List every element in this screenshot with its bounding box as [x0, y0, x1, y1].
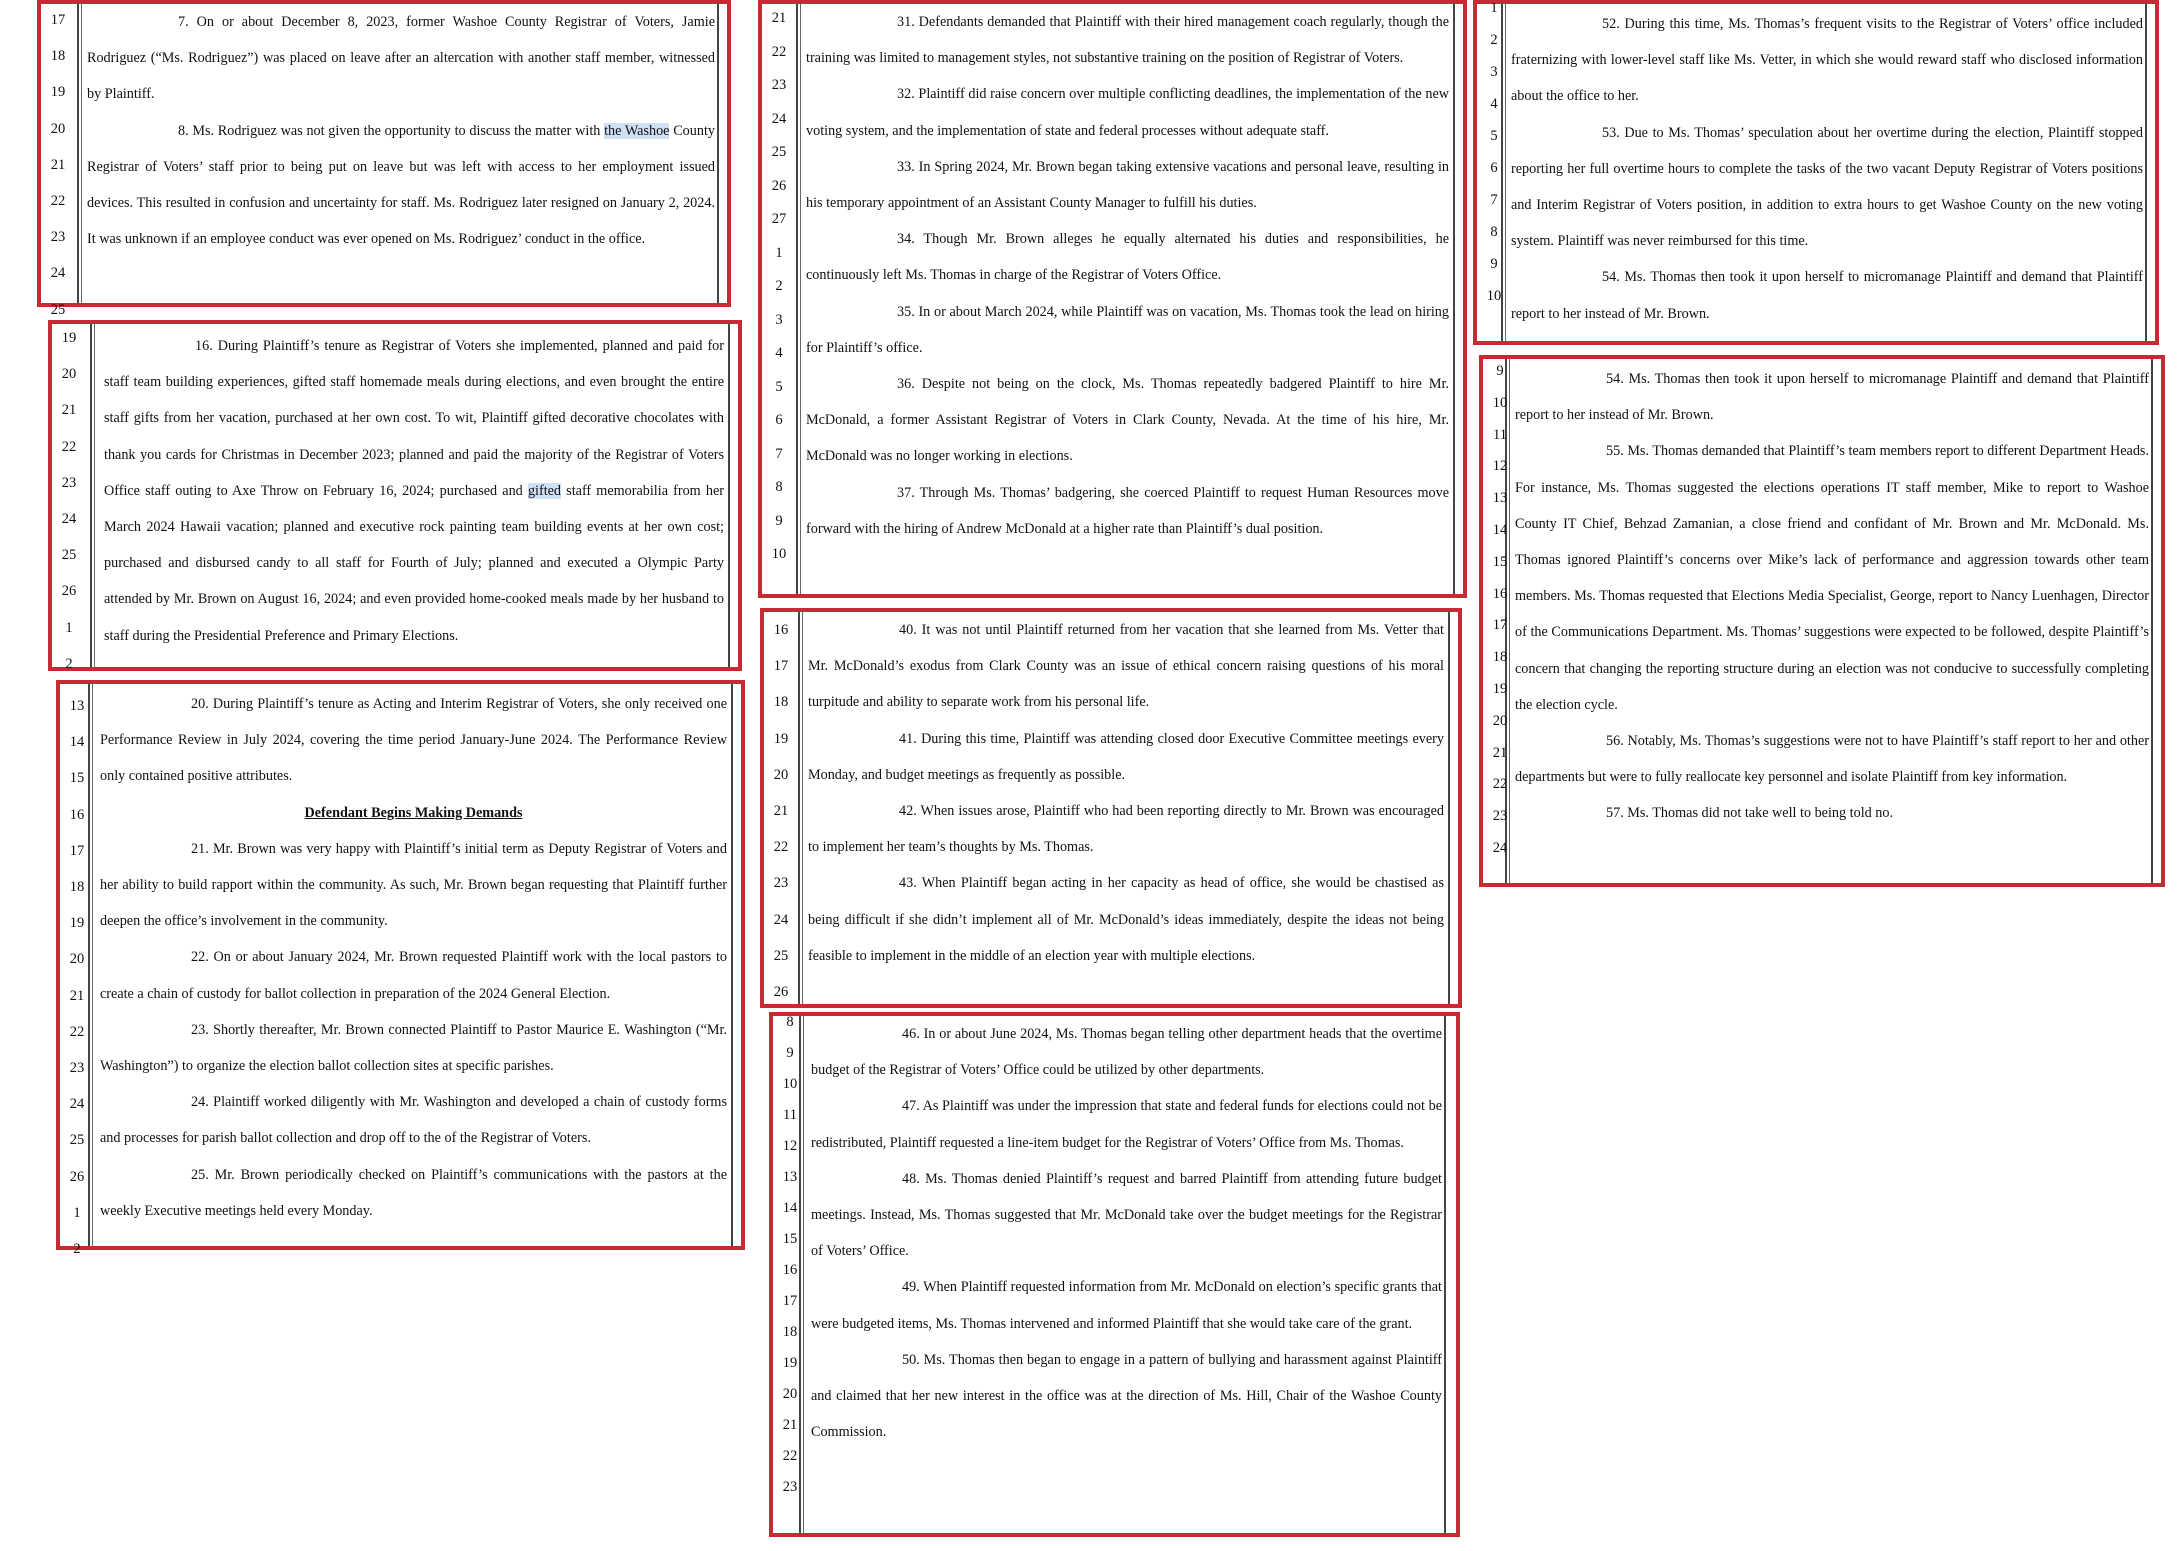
line-number: 3	[1490, 64, 1498, 80]
line-number: 20	[61, 366, 77, 383]
line-number: 1	[775, 244, 783, 261]
line-number: 10	[771, 546, 787, 562]
line-number: 9	[1490, 256, 1498, 272]
numbered-paragraph	[100, 1084, 727, 1156]
paragraph-text: 16. During Plaintiff’s tenure as Registrar of Voters she implemented, planned and paid for staff team building experiences, gifted staff homemade meals during elections, and even brought the entire staff gifts from her vacation, purchased at her own cost. To wit, Plaintiff gifted decorative chocolates with thank you cards for Christmas in December 2023; planned and paid the majority of the Registrar of Voters Office staff outing to Axe Throw on February 16, 2024; purchased and	[104, 338, 724, 499]
line-number: 8	[775, 479, 783, 495]
line-number: 6	[775, 412, 783, 428]
paragraph-text: 53. Due to Ms. Thomas’ speculation about her overtime during the election, Plaintiff stopped reporting her full overtime hours to complete the tasks of the two vacant Deputy Registrar of Voters positions and Interim Registrar of Voters position, in addition to extra hours to get Washoe County on the new voting system. Plaintiff was never reimbursed for this time.	[1511, 124, 2143, 250]
line-number: 19	[69, 915, 85, 932]
line-number: 16	[69, 806, 85, 823]
excerpt-panel	[1473, 0, 2159, 345]
margin-rule-line	[1444, 1016, 1446, 1533]
excerpt-panel	[56, 680, 745, 1257]
line-number: 8	[786, 1014, 794, 1030]
line-number: 12	[782, 1138, 798, 1154]
line-number: 23	[50, 229, 66, 246]
line-number: 20	[50, 120, 66, 137]
line-number: 22	[782, 1448, 798, 1464]
numbered-paragraph	[1511, 115, 2143, 260]
line-number: 21	[69, 987, 85, 1004]
paragraph-text: 20. During Plaintiff’s tenure as Acting and Interim Registrar of Voters, she only received one Performance Review in July 2024, covering the time period January-June 2024. The Performance Review only contained positive attributes.	[100, 696, 727, 785]
numbered-paragraph	[811, 1016, 1442, 1088]
paragraph-text: 42. When issues arose, Plaintiff who had been reporting directly to Mr. Brown was encouraged to implement her team’s thoughts by Ms. Thomas.	[808, 803, 1444, 856]
line-number: 16	[782, 1262, 798, 1278]
paragraph-text: 55. Ms. Thomas demanded that Plaintiff’s team members report to different Department Heads. For instance, Ms. Thomas suggested the elections operations IT staff member, Mike to report to Washoe County IT Chief, Behzad Zamanian, a close friend and confidant of Mr. Brown and Mr. McDonald. Ms. Thomas ignored Plaintiff’s concerns over Mike’s lack of performance and aggression towards other team members. Ms. Thomas requested that Elections Media Specialist, George, report to Nancy Luenhagen, Director of the Communications Department. Ms. Thomas’ suggestions were expected to be followed, despite Plaintiff’s concern that changing the reporting structure during an election was not conducive to successfully completing the election cycle.	[1515, 443, 2149, 713]
line-number: 20	[773, 766, 789, 783]
numbered-paragraph	[1515, 723, 2149, 795]
line-number: 11	[783, 1107, 797, 1123]
line-number: 10	[1486, 288, 1502, 304]
line-number: 16	[1492, 585, 1508, 602]
paragraph-text: 48. Ms. Thomas denied Plaintiff’s request and barred Plaintiff from attending future budget meetings. Instead, Ms. Thomas suggested that Mr. McDonald take over the budget meetings for the Registrar of Voters’ Office.	[811, 1170, 1442, 1260]
line-number: 24	[1492, 840, 1508, 856]
margin-rule-line	[1453, 4, 1455, 594]
numbered-paragraph	[100, 1157, 727, 1229]
paragraph-text: 41. During this time, Plaintiff was attending closed door Executive Committee meetings every Monday, and budget meetings as frequently as possible.	[808, 730, 1444, 783]
margin-rule-line	[2145, 4, 2147, 341]
line-number: 19	[782, 1355, 798, 1371]
paragraph-text: 24. Plaintiff worked diligently with Mr. Washington and developed a chain of custody forms and processes for parish ballot collection and drop off to the of the Registrar of Voters.	[100, 1094, 727, 1147]
line-number: 17	[50, 12, 66, 28]
line-number: 9	[786, 1045, 794, 1061]
line-number: 6	[1490, 160, 1498, 176]
paragraph-text: 34. Though Mr. Brown alleges he equally alternated his duties and responsibilities, he continuously left Ms. Thomas in charge of the Registrar of Voters Office.	[806, 231, 1449, 284]
paragraph-text: 54. Ms. Thomas then took it upon herself to micromanage Plaintiff and demand that Plaintiff report to her instead of Mr. Brown.	[1515, 371, 2149, 424]
line-number: 1	[1490, 0, 1498, 16]
numbered-paragraph	[806, 76, 1449, 148]
line-number: 22	[61, 438, 77, 455]
line-number: 23	[782, 1479, 798, 1495]
line-number: 26	[69, 1168, 85, 1185]
line-number: 8	[1490, 224, 1498, 240]
line-number: 18	[69, 879, 85, 895]
margin-rule-line	[800, 4, 801, 594]
line-number: 7	[775, 445, 783, 462]
paragraph-text: 40. It was not until Plaintiff returned from her vacation that she learned from Ms. Vetter that Mr. McDonald’s exodus from Clark County was an issue of ethical concern raising questions of his moral turpitude and ability to separate work from his personal life.	[808, 622, 1444, 711]
line-number: 21	[773, 803, 789, 819]
numbered-paragraph	[806, 4, 1449, 76]
document-text-body	[104, 328, 724, 654]
line-number: 10	[782, 1076, 798, 1092]
numbered-paragraph	[1511, 6, 2143, 115]
line-number: 25	[69, 1132, 85, 1149]
line-number: 21	[1492, 744, 1508, 761]
excerpt-panel	[760, 608, 1462, 1008]
line-number: 16	[773, 622, 789, 638]
line-number: 24	[771, 110, 787, 127]
line-number: 14	[69, 734, 85, 751]
line-number: 24	[50, 265, 66, 282]
line-number: 18	[782, 1324, 798, 1340]
line-number: 15	[782, 1231, 798, 1247]
margin-rule-line	[90, 324, 92, 667]
numbered-paragraph	[808, 721, 1444, 793]
line-number: 15	[69, 770, 85, 787]
line-number: 13	[1492, 490, 1508, 507]
excerpt-panel	[758, 0, 1467, 598]
numbered-paragraph	[100, 939, 727, 1011]
paragraph-text: 7. On or about December 8, 2023, former Washoe County Registrar of Voters, Jamie Rodriguez (“Ms. Rodriguez”) was placed on leave after an altercation with another staff member, witnessed by Plaintiff.	[87, 14, 715, 103]
paragraph-text: 54. Ms. Thomas then took it upon herself to micromanage Plaintiff and demand that Plaintiff report to her instead of Mr. Brown.	[1511, 269, 2143, 322]
margin-rule-line	[2151, 359, 2153, 883]
line-number: 1	[73, 1204, 81, 1221]
document-text-body	[806, 4, 1449, 547]
line-number: 21	[771, 10, 787, 26]
paragraph-text: 52. During this time, Ms. Thomas’s frequent visits to the Registrar of Voters’ office included fraternizing with lower-level staff like Ms. Vetter, in which she would reward staff who disclosed information about the office to her.	[1511, 16, 2143, 105]
document-text-body	[100, 686, 727, 1229]
line-number: 5	[775, 378, 783, 395]
paragraph-text: 21. Mr. Brown was very happy with Plaintiff’s initial term as Deputy Registrar of Voters and her ability to build rapport within the community. As such, Mr. Brown began requesting that Plaintiff further deepen the office’s involvement in the community.	[100, 840, 727, 930]
line-number: 14	[782, 1200, 798, 1216]
line-number: 14	[1492, 522, 1508, 538]
numbered-paragraph	[811, 1088, 1442, 1160]
paragraph-text: 37. Through Ms. Thomas’ badgering, she coerced Plaintiff to request Human Resources move forward with the hiring of Andrew McDonald at a higher rate than Plaintiff’s dual position.	[806, 484, 1449, 537]
line-number: 2	[73, 1241, 81, 1257]
document-text-body	[1515, 361, 2149, 832]
line-number: 22	[50, 193, 66, 209]
numbered-paragraph	[100, 686, 727, 795]
numbered-paragraph	[808, 865, 1444, 974]
line-number: 18	[773, 694, 789, 711]
line-number: 17	[1492, 617, 1508, 634]
line-number: 2	[65, 655, 73, 672]
numbered-paragraph	[100, 831, 727, 940]
line-number: 24	[61, 511, 77, 527]
paragraph-text: 32. Plaintiff did raise concern over multiple conflicting deadlines, the implementation of the new voting system, and the implementation of state and federal processes without adequate staff.	[806, 86, 1449, 139]
line-number: 18	[1492, 649, 1508, 666]
line-number: 10	[1492, 394, 1508, 411]
line-number: 9	[775, 512, 783, 529]
document-text-body	[811, 1016, 1442, 1450]
paragraph-text: 50. Ms. Thomas then began to engage in a pattern of bullying and harassment against Plaintiff and claimed that her new interest in the office was at the direction of Ms. Hill, Chair of the Washoe County Commission.	[811, 1351, 1442, 1441]
line-number: 11	[1493, 426, 1507, 443]
line-number: 19	[1492, 681, 1508, 697]
paragraph-text: staff memorabilia from her March 2024 Hawaii vacation; planned and executive rock painting team building events at her own cost; purchased and disbursed candy to all staff for Fourth of July; planned and executed a Olympic Party attended by Mr. Brown on August 16, 2024; and even provided home-cooked meals made by her husband to staff during the Presidential Preference and Primary Elections.	[104, 482, 724, 644]
line-number: 24	[69, 1096, 85, 1113]
line-number: 23	[771, 77, 787, 93]
line-number: 23	[1492, 808, 1508, 825]
numbered-paragraph	[87, 113, 715, 258]
numbered-paragraph	[811, 1161, 1442, 1270]
numbered-paragraph	[811, 1269, 1442, 1341]
line-number: 18	[50, 48, 66, 65]
line-number: 25	[50, 301, 66, 318]
paragraph-text: 49. When Plaintiff requested information from Mr. McDonald on election’s specific grants that were budgeted items, Ms. Thomas intervened and informed Plaintiff that she would take care of the grant.	[811, 1279, 1442, 1332]
section-heading	[100, 795, 727, 831]
paragraph-text: 33. In Spring 2024, Mr. Brown began taking extensive vacations and personal leave, resulting in his temporary appointment of an Assistant County Manager to fulfill his duties.	[806, 158, 1449, 212]
line-number: 2	[1490, 32, 1498, 48]
numbered-paragraph	[808, 612, 1444, 721]
margin-rule-line	[717, 4, 719, 303]
line-number: 4	[1490, 96, 1498, 112]
line-number: 22	[773, 839, 789, 856]
document-text-body	[1511, 6, 2143, 332]
line-number: 19	[61, 330, 77, 346]
numbered-paragraph	[87, 4, 715, 113]
line-number: 20	[69, 951, 85, 968]
document-text-body	[87, 4, 715, 257]
line-number: 19	[50, 84, 66, 101]
paragraph-text: 8. Ms. Rodriguez was not given the opportunity to discuss the matter with	[178, 122, 605, 139]
numbered-paragraph	[104, 328, 724, 654]
line-number: 17	[782, 1293, 798, 1309]
line-number: 4	[775, 345, 783, 361]
paragraph-text: County Registrar of Voters’ staff prior to being put on leave but was left with access to her employment issued devices. This resulted in confusion and uncertainty for staff. Ms. Rodriguez later resigned on January 2, 2024. It was unknown if an employee conduct was ever opened on Ms. Rodriguez’ conduct in the office.	[87, 122, 716, 248]
numbered-paragraph	[808, 793, 1444, 865]
line-number: 26	[61, 583, 77, 600]
line-number: 17	[773, 658, 789, 675]
line-number: 2	[775, 278, 783, 294]
paragraph-text: 25. Mr. Brown periodically checked on Plaintiff’s communications with the pastors at the weekly Executive meetings held every Monday.	[100, 1166, 727, 1219]
numbered-paragraph	[1511, 259, 2143, 331]
paragraph-text: 47. As Plaintiff was under the impression that state and federal funds for elections could not be redistributed, Plaintiff requested a line-item budget for the Registrar of Voters’ Office from Ms. Thomas.	[811, 1098, 1442, 1151]
numbered-paragraph	[806, 366, 1449, 475]
excerpt-panel	[37, 0, 731, 318]
line-number: 24	[773, 911, 789, 928]
numbered-paragraph	[806, 294, 1449, 366]
highlighted-text[interactable]: gifted	[527, 482, 562, 499]
margin-rule-line	[796, 4, 798, 594]
line-number: 25	[773, 947, 789, 964]
line-number: 7	[1490, 192, 1498, 208]
paragraph-text: 43. When Plaintiff began acting in her capacity as head of office, she would be chastised as being difficult if she didn’t implement all of Mr. McDonald’s ideas immediately, despite the ideas not being feasible to implement in the middle of an election year with multiple elections.	[808, 875, 1444, 964]
highlighted-text[interactable]: the Washoe	[604, 122, 670, 139]
numbered-paragraph	[1515, 361, 2149, 433]
line-number: 22	[771, 43, 787, 60]
paragraph-text: 57. Ms. Thomas did not take well to being told no.	[1606, 805, 1894, 822]
line-number: 12	[1492, 458, 1508, 475]
line-number: 22	[69, 1023, 85, 1040]
line-number: 21	[61, 402, 77, 419]
line-number: 17	[69, 842, 85, 859]
paragraph-text: 36. Despite not being on the clock, Ms. Thomas repeatedly badgered Plaintiff to hire Mr. McDonald, a former Assistant Registrar of Voters in Clark County, Nevada. At the time of his hire, Mr. McDonald was no longer working in elections.	[806, 376, 1449, 465]
line-number: 1	[65, 619, 73, 636]
line-number: 13	[782, 1169, 798, 1185]
margin-rule-line	[798, 612, 800, 1004]
line-number: 25	[771, 144, 787, 160]
document-text-body	[808, 612, 1444, 974]
line-number: 25	[61, 547, 77, 564]
line-number: 9	[1496, 363, 1504, 379]
line-number: 5	[1490, 128, 1498, 144]
numbered-paragraph	[806, 149, 1449, 221]
margin-rule-line	[1448, 612, 1450, 1004]
line-number: 22	[1492, 776, 1508, 793]
numbered-paragraph	[1515, 433, 2149, 723]
numbered-paragraph	[100, 1012, 727, 1084]
line-number: 20	[782, 1386, 798, 1402]
margin-rule-line	[731, 684, 733, 1246]
numbered-paragraph	[806, 221, 1449, 293]
numbered-paragraph	[1515, 795, 2149, 831]
line-number: 20	[1492, 712, 1508, 729]
paragraph-text: 22. On or about January 2024, Mr. Brown requested Plaintiff work with the local pastors to create a chain of custody for ballot collection in preparation of the 2024 General Election.	[100, 949, 727, 1002]
line-number: 21	[782, 1417, 798, 1433]
numbered-paragraph	[806, 475, 1449, 547]
margin-rule-line	[94, 324, 95, 667]
paragraph-text: 35. In or about March 2024, while Plaintiff was on vacation, Ms. Thomas took the lead on hiring for Plaintiff’s office.	[806, 303, 1449, 356]
excerpt-panel	[1479, 355, 2165, 887]
paragraph-text: 31. Defendants demanded that Plaintiff with their hired management coach regularly, though the training was limited to management styles, not substantive training on the position of Registrar of Voters.	[806, 14, 1449, 67]
line-number: 26	[771, 177, 787, 194]
paragraph-text: 46. In or about June 2024, Ms. Thomas began telling other department heads that the overtime budget of the Registrar of Voters’ Office could be utilized by other departments.	[811, 1026, 1442, 1079]
margin-rule-line	[77, 4, 79, 303]
excerpt-panel	[769, 1012, 1460, 1537]
numbered-paragraph	[811, 1342, 1442, 1451]
line-number: 23	[61, 474, 77, 491]
line-number: 21	[50, 156, 66, 173]
margin-rule-line	[802, 612, 803, 1004]
line-number: 3	[775, 311, 783, 328]
line-number: 27	[771, 211, 787, 227]
margin-rule-line	[728, 324, 730, 667]
line-number: 13	[69, 698, 85, 714]
line-number: 23	[773, 875, 789, 892]
excerpt-panel	[48, 320, 742, 671]
margin-rule-line	[81, 4, 82, 303]
paragraph-text: 56. Notably, Ms. Thomas’s suggestions were not to have Plaintiff’s staff report to her and other departments but were to fully reallocate key personnel and isolate Plaintiff from key information.	[1515, 733, 2149, 786]
paragraph-text: 23. Shortly thereafter, Mr. Brown connected Plaintiff to Pastor Maurice E. Washington (“Mr. Washington”) to organize the election ballot collection sites at specific parishes.	[100, 1021, 727, 1075]
line-number: 19	[773, 730, 789, 747]
paragraph-text: Defendant Begins Making Demands	[304, 804, 523, 821]
line-number: 15	[1492, 553, 1508, 570]
line-number: 26	[773, 984, 789, 1000]
line-number: 23	[69, 1060, 85, 1076]
